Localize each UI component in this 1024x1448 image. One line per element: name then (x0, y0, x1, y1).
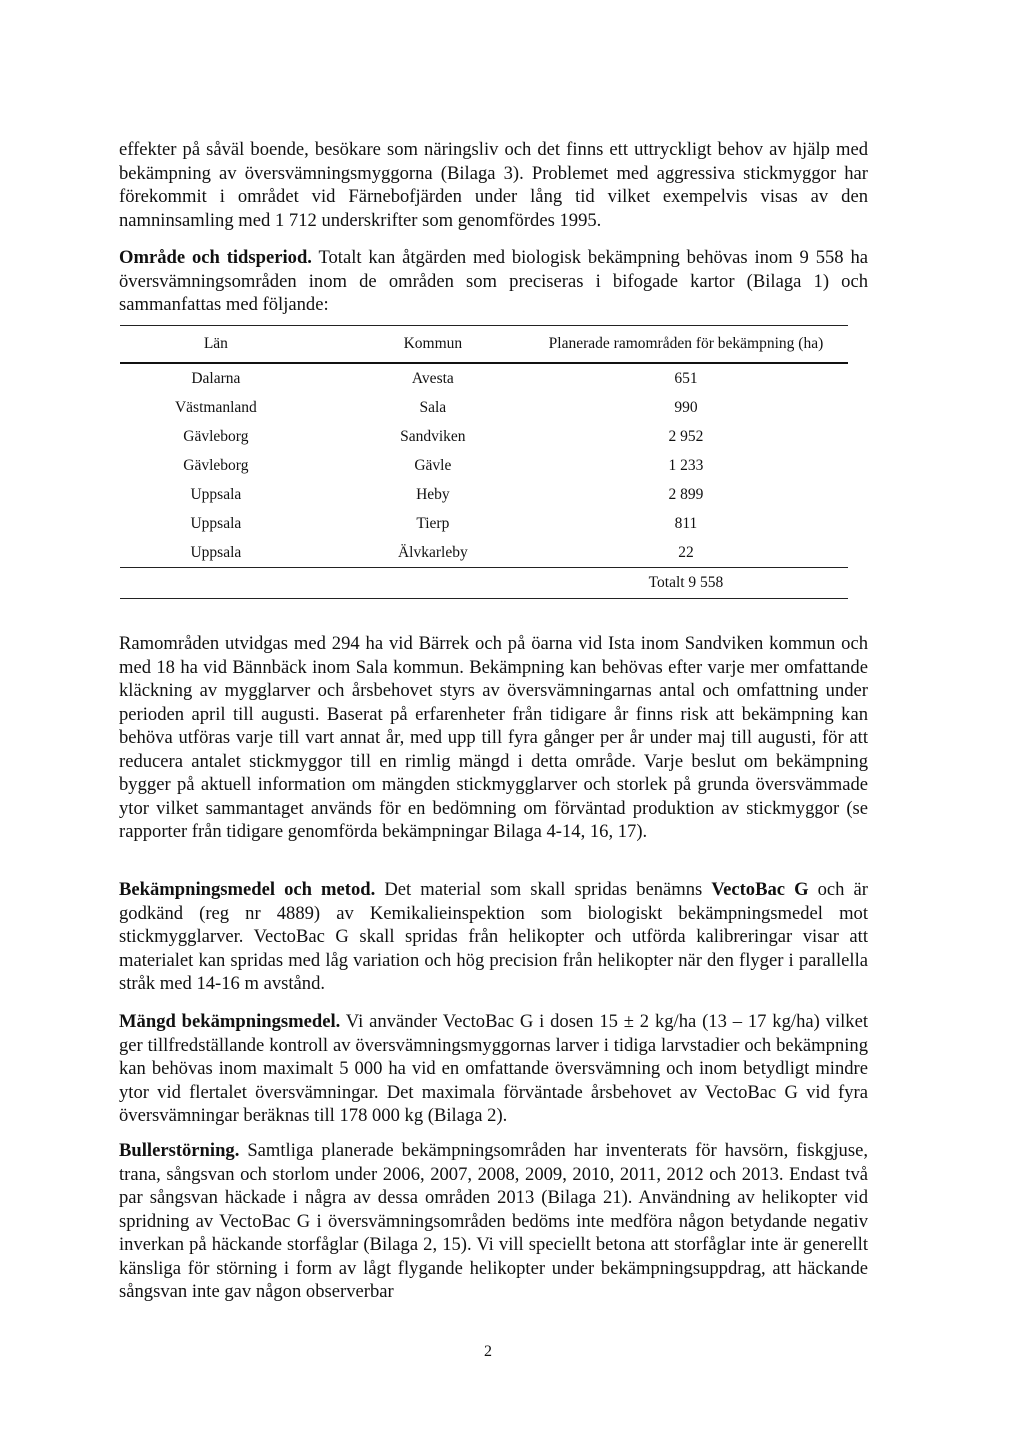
header-area: Planerade ramområden för bekämpning (ha) (548, 335, 824, 352)
header-lan: Län (203, 335, 228, 352)
cell-lan: Gävleborg (183, 456, 249, 474)
heading-noise: Bullerstörning. (119, 1140, 240, 1161)
header-kommun: Kommun (403, 335, 463, 352)
cell-lan: Västmanland (174, 398, 257, 416)
paragraph-range-areas: Ramområden utvidgas med 294 ha vid Bärrek och på öarna vid Ista inom Sandviken kommun och med 18 ha vid Bännbäck inom Sala kommun. Bekämpning kan behövas efter varje mer omfattande kläckning av mygglarver och årsbehovet styrs av översvämningarnas antal och omfattning under perioden april till augusti. Baserat på erfarenheter från tidigare år finns risk att bekämpning kan behöva utföras varje till vart annat år, med upp till fyra gånger per år under maj till augusti, för att reducera antalet stickmyggor till en rimlig mängd i detta område. Varje beslut om bekämpning bygger på aktuell information om mängden stickmygglarver och storlek på grunda översvämmade ytor vilket sammantaget används för en bedömning om förväntad produktion av stickmyggor (se rapporter från tidigare genomförda bekämpningar Bilaga 4-14, 16, 17). (119, 633, 868, 842)
cell-area: 2 899 (668, 485, 704, 503)
table-rule-bottom (120, 598, 848, 599)
table-row (120, 422, 848, 451)
product-name: VectoBac G (711, 879, 809, 900)
heading-amount: Mängd bekämpningsmedel. (119, 1011, 341, 1032)
text-area-period: Totalt kan åtgärden med biologisk bekämpning behövas inom 9 558 ha översvämningsområden inom de områden som preciseras i bifogade kartor (Bilaga 1) och sammanfattas med följande: (119, 247, 868, 315)
paragraph-area-period (119, 246, 868, 317)
table-total-row (120, 568, 848, 598)
paragraph-amount: Mängd bekämpningsmedel. Vi använder VectoBac G i dosen 15 ± 2 kg/ha (13 – 17 kg/ha) vilket ger tillfredställande kontroll av översvämningsmyggornas larver i tidiga larvstadier och bekämpning kan behövas inom maximalt 5 000 ha vid en omfattande översvämning och inom betydligt mindre ytor vid flertalet översvämningar. Det maximala förväntade årsbehovet av VectoBac G vid fyra översvämningar beräknas till 178 000 kg (Bilaga 2). (119, 1011, 868, 1126)
paragraph-noise: Bullerstörning. Samtliga planerade bekämpningsområden har inventerats för havsörn, fiskgjuse, trana, sångsvan och storlom under 2006, 2007, 2008, 2009, 2010, 2011, 2012 och 2013. Endast två par sångsvan häckade i några av dessa områden 2013 (Bilaga 21). Användning av helikopter vid spridning av VectoBac G i översvämningsområden bedöms inte medföra någon betydande negativ inverkan på häckande storfåglar (Bilaga 2, 15). Vi vill speciellt betona att storfåglar inte är generellt känsliga för störning i form av lågt flygande helikopter under bekämpningsuppdrag, att häckande sångsvan inte gav någon observerbar (119, 1140, 868, 1302)
cell-lan: Dalarna (191, 369, 241, 387)
cell-area: 22 (678, 543, 694, 561)
cell-total: Totalt 9 558 (648, 574, 724, 591)
cell-lan: Uppsala (190, 485, 242, 503)
table-header-row (120, 326, 848, 362)
cell-kommun: Gävle (414, 456, 452, 474)
table-row (120, 393, 848, 422)
table-row (120, 509, 848, 538)
cell-kommun: Sala (419, 398, 447, 416)
cell-lan: Gävleborg (183, 427, 249, 445)
cell-kommun: Älvkarleby (397, 543, 468, 561)
heading-area-period: Område och tidsperiod. (119, 247, 312, 268)
cell-kommun: Tierp (416, 514, 450, 532)
cell-lan: Uppsala (190, 514, 242, 532)
paragraph-control-agent: Bekämpningsmedel och metod. Det material som skall spridas benämns VectoBac G och är godkänd (reg nr 4889) av Kemikalieinspektion som biologiskt bekämpningsmedel mot stickmygglarver. VectoBac G skall spridas från helikopter och utförda kalibreringar visar att materialet kan spridas med låg variation och hög precision från helikopter när den flyger i parallella stråk med 14-16 m avstånd. (119, 879, 868, 994)
cell-area: 990 (674, 398, 698, 416)
page-number: 2 (484, 1343, 492, 1360)
cell-area: 1 233 (668, 456, 704, 474)
cell-area: 811 (674, 514, 698, 532)
table-row (120, 451, 848, 480)
cell-area: 2 952 (668, 427, 704, 445)
cell-kommun: Avesta (411, 369, 454, 387)
cell-lan: Uppsala (190, 543, 242, 561)
cell-kommun: Sandviken (400, 427, 466, 445)
cell-kommun: Heby (416, 485, 450, 503)
table-row (120, 480, 848, 509)
table-row (120, 538, 848, 567)
table-row (120, 364, 848, 393)
cell-area: 651 (674, 369, 698, 387)
area-table (120, 325, 848, 599)
heading-control-agent: Bekämpningsmedel och metod. (119, 879, 376, 900)
paragraph-intro: effekter på såväl boende, besökare som näringsliv och det finns ett uttryckligt behov av hjälp med bekämpning av översvämningsmyggorna (Bilaga 3). Problemet med aggressiva stickmyggor har förekommit i området vid Färnebofjärden under lång tid vilket exempelvis visas av den namninsamling med 1 712 underskrifter som genomfördes 1995. (119, 139, 868, 231)
